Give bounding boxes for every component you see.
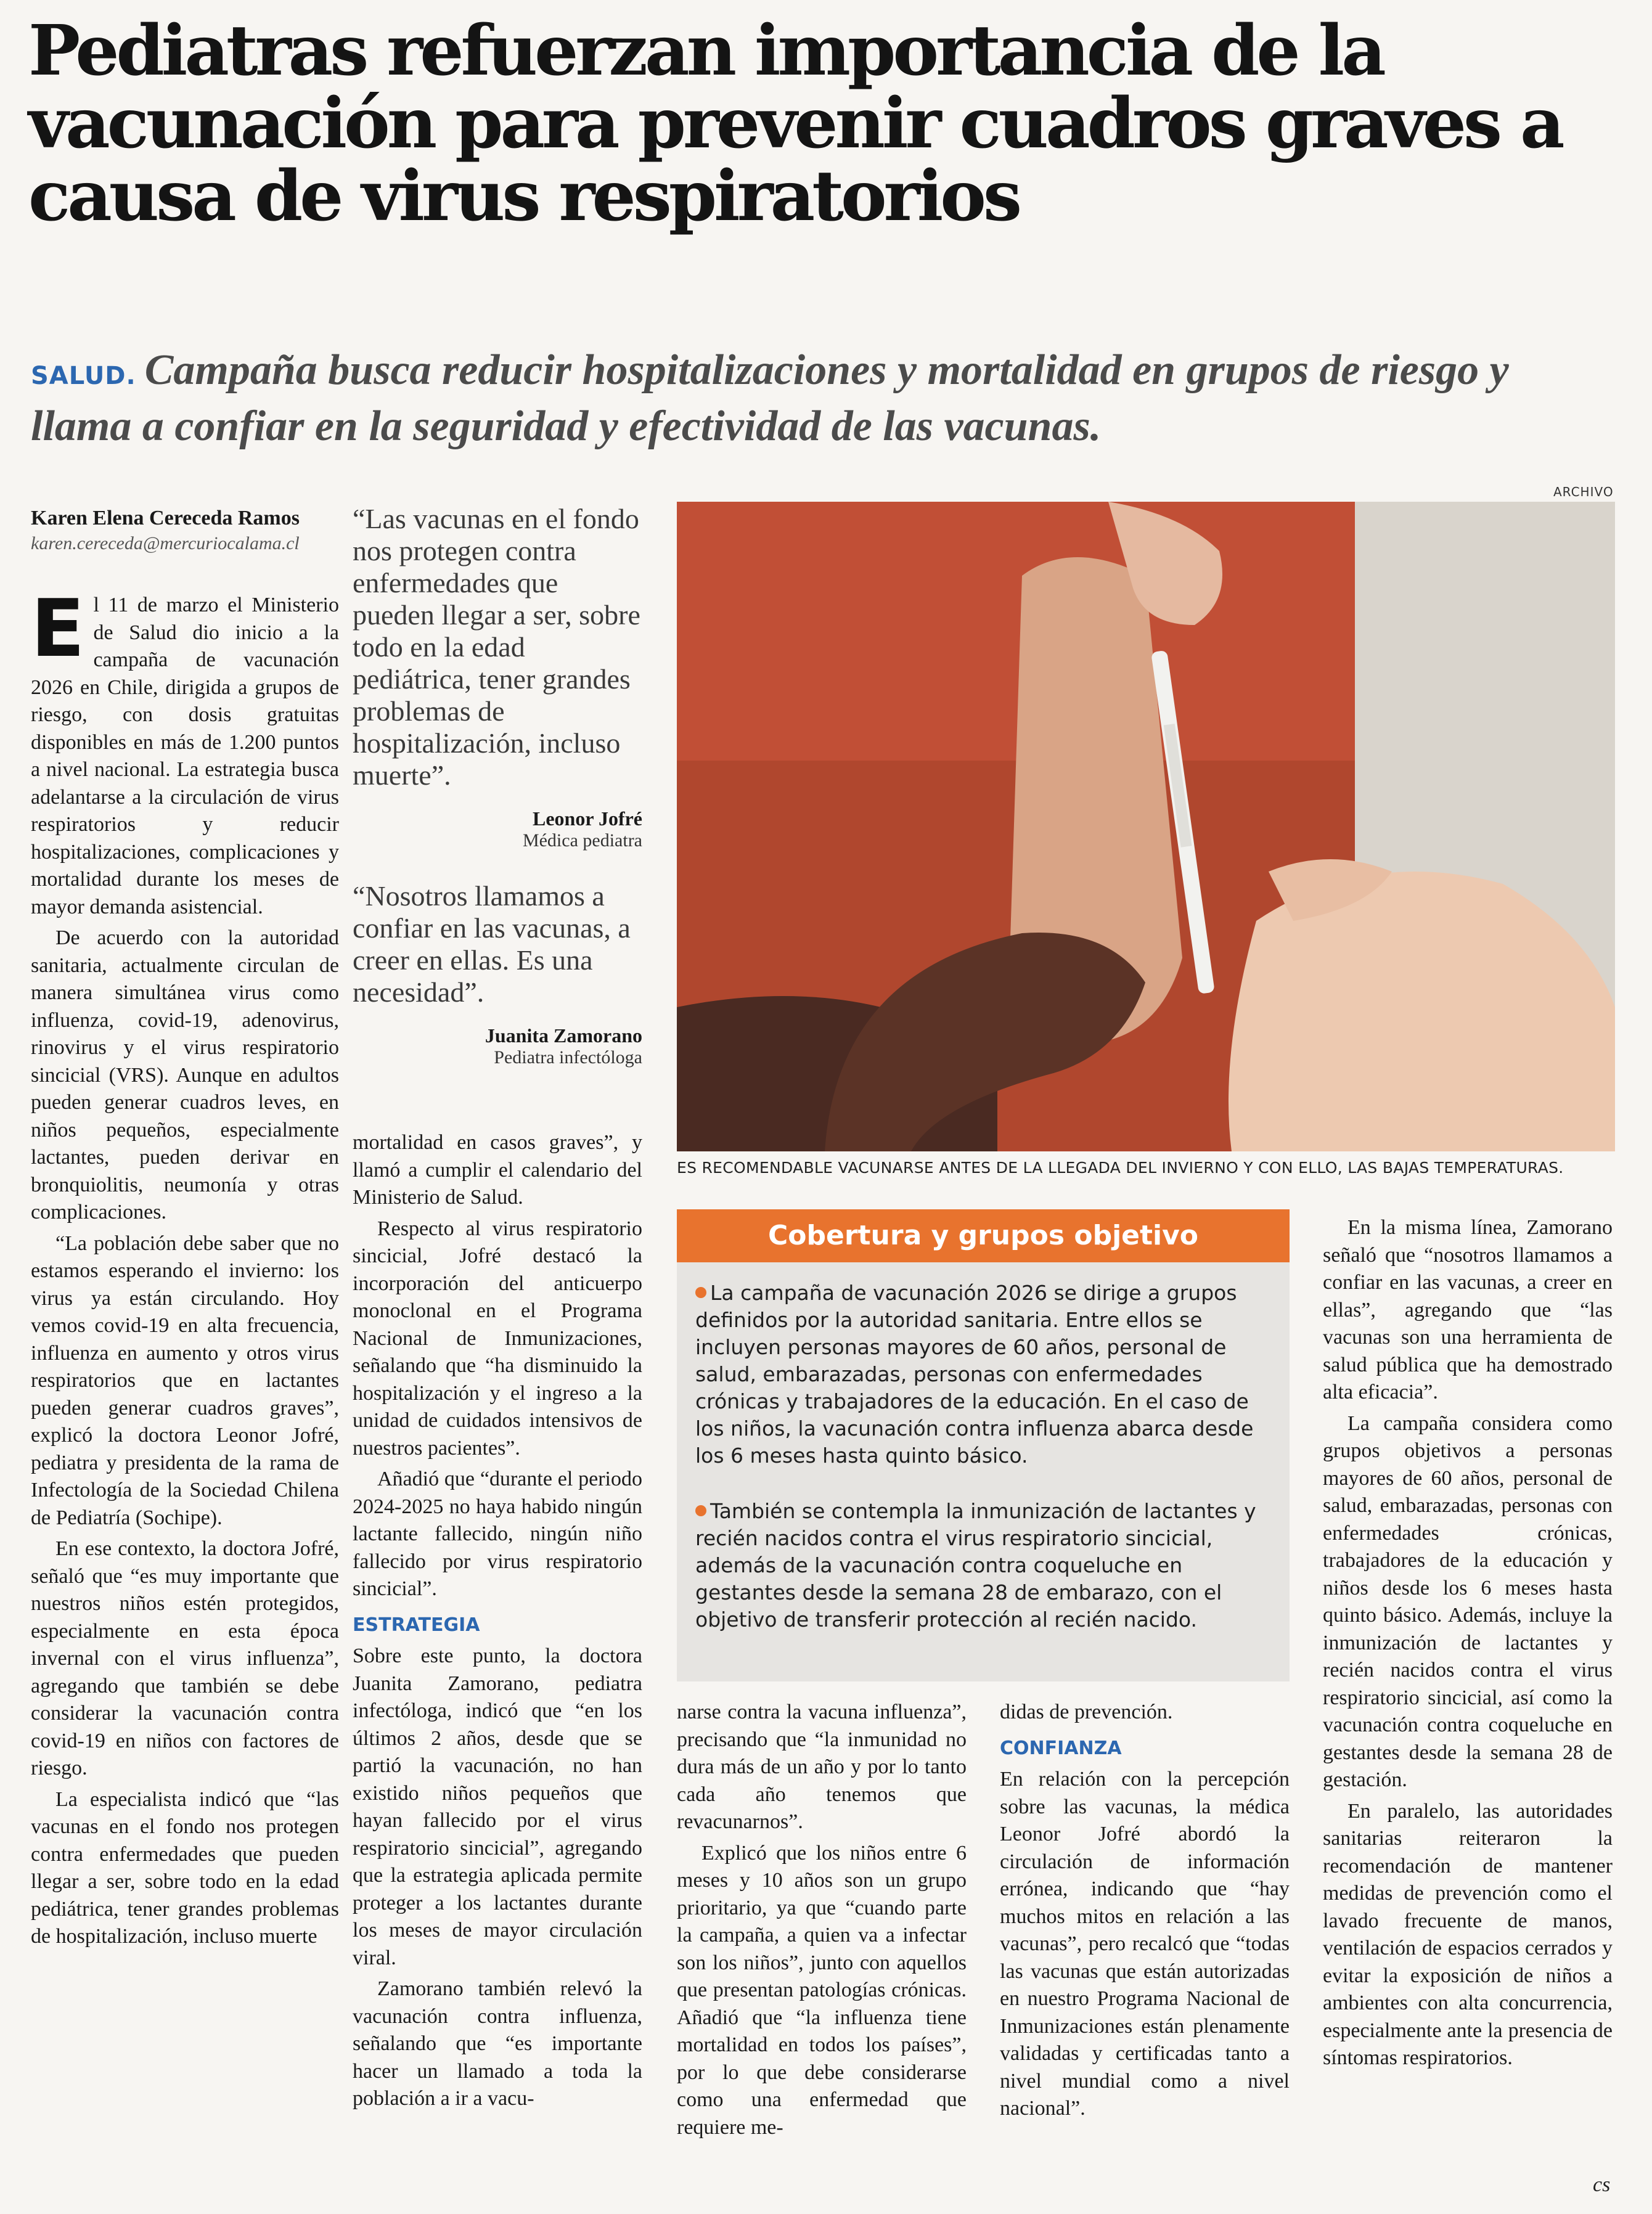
box-item: También se contempla la inmunización de lactantes y recién nacidos contra el virus respiratorio sincicial, además de la vacunación contra coqueluche en gestantes desde la semana 28 de embarazo, con el objetivo de transferir protección al recién nacido.: [695, 1499, 1256, 1632]
deck: [31, 345, 1584, 452]
body-paragraph: En la misma línea, Zamorano señaló que “nosotros llamamos a confiar en las vacunas, a creer en ellas”, agregando que “las vacunas son una herramienta de salud pública que ha demostrado alta eficacia”.: [1323, 1216, 1613, 1403]
subhead-confianza: CONFIANZA: [1000, 1737, 1122, 1759]
body-column-2: [353, 1129, 642, 2117]
vaccination-illustration: [677, 502, 1615, 1151]
body-paragraph: La campaña considera como grupos objetivos a personas mayores de 60 años, personal de salud, embarazadas, personas con enfermedades crónicas, trabajadores de la educación y niños desde los 6 meses hasta quinto básico. Además, incluye la inmunización de lactantes y recién nacidos contra el virus respiratorio sincicial, así como la vacunación contra coqueluche en gestantes desde la semana 28 de gestación.: [1323, 1411, 1613, 1791]
body-column-5: [1323, 1214, 1613, 2076]
drop-cap: E: [31, 583, 85, 675]
body-paragraph: En ese contexto, la doctora Jofré, señaló que “es muy importante que nuestros niños estén protegidos, especialmente en esta época invernal con el virus influenza”, agregando que también se debe considerar la vacunación contra covid-19 en niños con factores de riesgo.: [31, 1537, 339, 1779]
body-paragraph: narse contra la vacuna influenza”, precisando que “la inmunidad no dura más de un año y por lo tanto cada año tenemos que revacunarnos”.: [677, 1701, 967, 1833]
body-column-4: [1000, 1699, 1290, 2126]
body-paragraph: De acuerdo con la autoridad sanitaria, actualmente circulan de manera simultánea virus como influenza, covid-19, adenovirus, rinovirus y el virus respiratorio sincicial (VRS). Aunque en adultos pueden generar cuadros leves, en niños pequeños, especialmente lactantes, pueden derivar en bronquiolitis, neumonía y otras complicaciones.: [31, 926, 339, 1223]
vaccination-photo: [677, 502, 1615, 1151]
body-paragraph: didas de prevención.: [1000, 1701, 1173, 1723]
photo-caption: ES RECOMENDABLE VACUNARSE ANTES DE LA LLEGADA DEL INVIERNO Y CON ELLO, LAS BAJAS TEMPERATURAS.: [677, 1159, 1564, 1177]
author-name: Karen Elena Cereceda Ramos: [31, 507, 300, 529]
bullet-icon: [695, 1505, 706, 1516]
body-column-3: [677, 1699, 967, 2145]
deck-text: Campaña busca reducir hospitalizaciones y mortalidad en grupos de riesgo y llama a confiar en la seguridad y efectividad de las vacunas.: [31, 346, 1509, 450]
body-paragraph: Explicó que los niños entre 6 meses y 10 años son un grupo prioritario, ya que “cuando parte la campaña, a quien va a infectar son los niños”, junto con aquellos que presentan patologías crónicas. Añadió que “la influenza tiene mortalidad en todos los países”, por lo que debe considerarse como una enfermedad que requiere me-: [677, 1841, 967, 2139]
subhead-estrategia: ESTRATEGIA: [353, 1614, 480, 1636]
headline: Pediatras refuerzan importancia de la vacunación para prevenir cuadros graves a causa de virus respiratorios: [28, 10, 1562, 237]
pull-quote-name: Juanita Zamorano: [485, 1024, 642, 1047]
pull-quote: [353, 503, 642, 851]
body-paragraph: En relación con la percepción sobre las vacunas, la médica Leonor Jofré abordó la circulación de información errónea, indicando que “hay muchos mitos en relación a las vacunas”, pero recalcó que “todas las vacunas que están autorizadas en nuestro Programa Nacional de Inmunizaciones están plenamente validadas y certificadas tanto a nivel mundial como a nivel nacional”.: [1000, 1768, 1290, 2120]
photo-credit: ARCHIVO: [1553, 484, 1614, 499]
pull-quote-name: Leonor Jofré: [532, 807, 642, 830]
end-mark: cs: [1593, 2173, 1611, 2196]
body-paragraph: Sobre este punto, la doctora Juanita Zamorano, pediatra infectóloga, indicó que “en los últimos 2 años, desde que se partió la vacunación, no han existido niños pequeños que hayan fallecido por el virus respiratorio sincicial”, agregando que la estrategia aplicada permite proteger a los lactantes durante los meses de mayor circulación viral.: [353, 1644, 642, 1969]
body-paragraph: Zamorano también relevó la vacunación contra influenza, señalando que “es importante hacer un llamado a toda la población a ir a vacu-: [353, 1977, 642, 2110]
pull-quote-role: Pediatra infectóloga: [494, 1047, 642, 1068]
bullet-icon: [695, 1287, 706, 1298]
box-title: Cobertura y grupos objetivo: [677, 1209, 1290, 1262]
body-paragraph: “La población debe saber que no estamos esperando el invierno: los virus ya están circulando. Hoy vemos covid-19 en alta frecuencia, influenza en aumento y otros virus respiratorios que en lactantes pueden generar cuadros graves”, explicó la doctora Leonor Jofré, pediatra y presidenta de la rama de Infectología de la Sociedad Chilena de Pediatría (Sochipe).: [31, 1232, 339, 1529]
body-paragraph: Respecto al virus respiratorio sincicial, Jofré destacó la incorporación del anticuerpo monoclonal en el Programa Nacional de Inmunizaciones, señalando que “ha disminuido la hospitalización y el ingreso a la unidad de cuidados intensivos de nuestros pacientes”.: [353, 1217, 642, 1460]
body-paragraph: mortalidad en casos graves”, y llamó a cumplir el calendario del Ministerio de Salud.: [353, 1131, 642, 1209]
byline: [31, 505, 345, 556]
body-paragraph: La especialista indicó que “las vacunas en el fondo nos protegen contra enfermedades que pueden llegar a ser, sobre todo en la edad pediátrica, tener grandes problemas de hospitalización, incluso muerte: [31, 1787, 339, 1948]
pull-quote-role: Médica pediatra: [522, 830, 642, 851]
body-column-1: [31, 583, 339, 1955]
box-item: La campaña de vacunación 2026 se dirige a grupos definidos por la autoridad sanitaria. Entre ellos se incluyen personas mayores de 60 años, personal de salud, embarazadas, personas con enfermedades crónicas y trabajadores de la educación. En el caso de los niños, la vacunación contra influenza abarca desde los 6 meses hasta quinto básico.: [695, 1281, 1254, 1468]
author-email: karen.cereceda@mercuriocalama.cl: [31, 533, 300, 554]
pull-quote-text: “Nosotros llamamos a confiar en las vacunas, a creer en ellas. Es una necesidad”.: [353, 880, 631, 1008]
body-paragraph: Añadió que “durante el periodo 2024-2025 no haya habido ningún lactante fallecido, ningún niño fallecido por virus respiratorio sincicial”.: [353, 1468, 642, 1600]
body-paragraph: El 11 de marzo el Ministerio de Salud dio inicio a la campaña de vacunación 2026 en Chile, dirigida a grupos de riesgo, con dosis gratuitas disponibles en más de 1.200 puntos a nivel nacional. La estrategia busca adelantarse a la circulación de virus respiratorios y reducir hospitalizaciones, complicaciones y mortalidad durante los meses de mayor demanda asistencial.: [31, 583, 339, 918]
body-paragraph: En paralelo, las autoridades sanitarias reiteraron la recomendación de mantener medidas de prevención como el lavado frecuente de manos, ventilación de espacios cerrados y evitar la exposición de niños a ambientes con alta concurrencia, especialmente ante la presencia de síntomas respiratorios.: [1323, 1799, 1613, 2069]
info-box: [677, 1262, 1290, 1681]
pull-quote-text: “Las vacunas en el fondo nos protegen contra enfermedades que pueden llegar a ser, sobre todo en la edad pediátrica, tener grandes problemas de hospitalización, incluso muerte”.: [353, 503, 640, 791]
section-kicker: SALUD.: [31, 362, 136, 390]
pull-quote: [353, 880, 642, 1068]
